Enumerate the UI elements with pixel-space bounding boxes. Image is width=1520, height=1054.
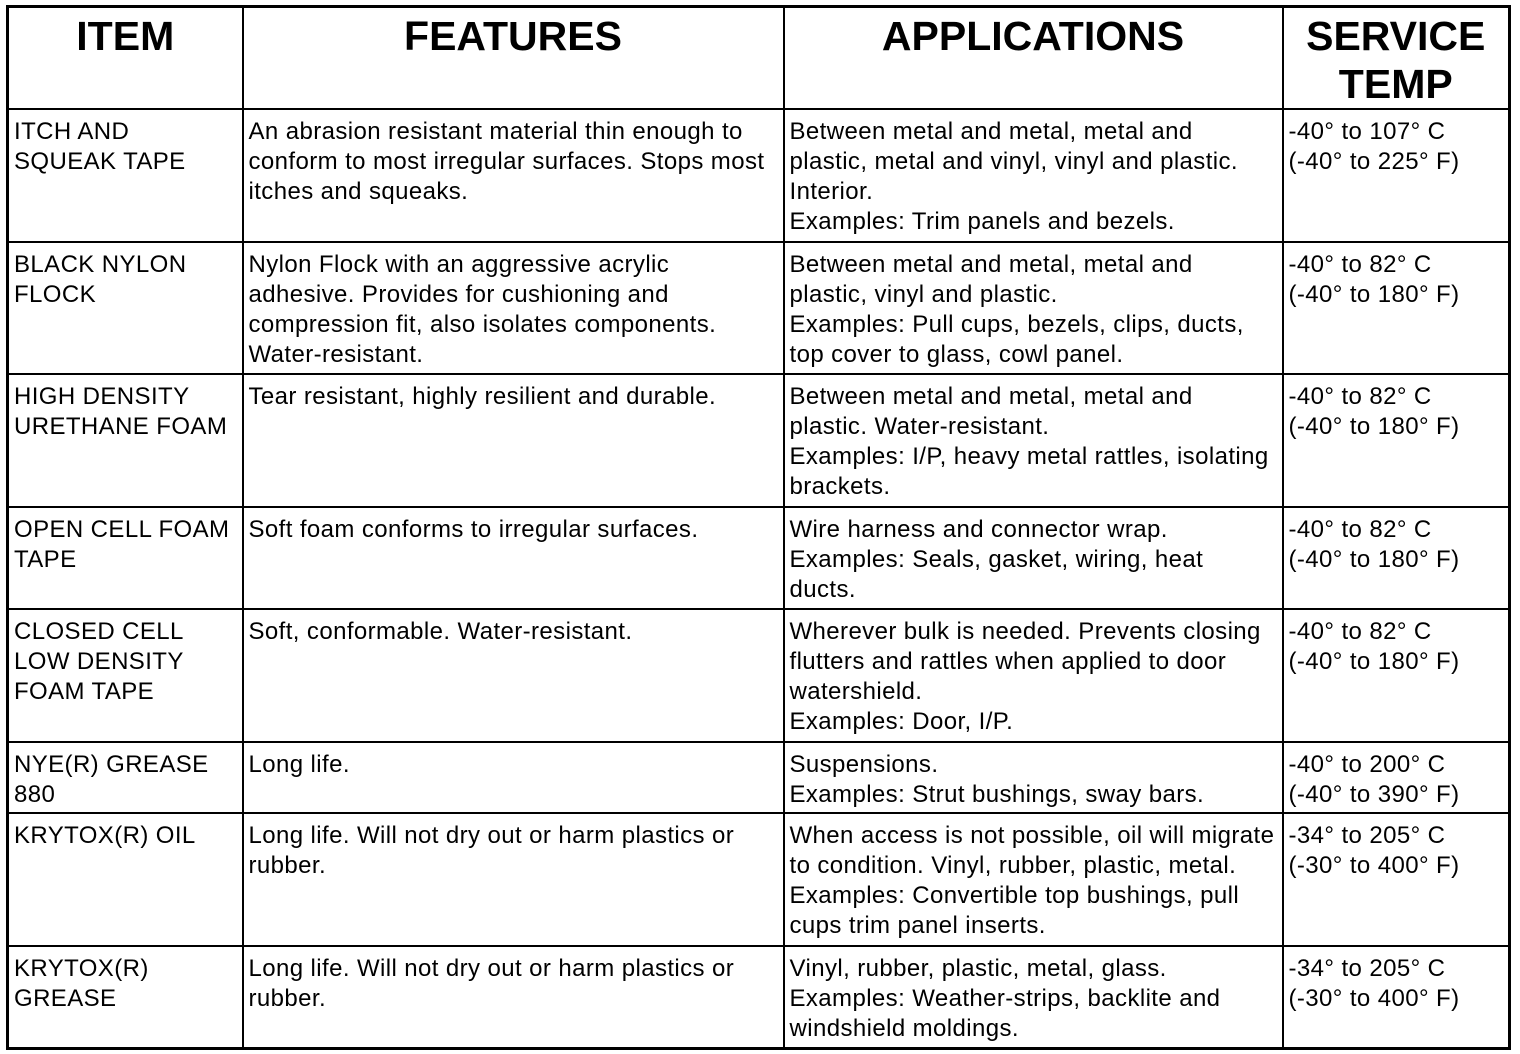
cell-line: compression fit, also isolates components.: [248, 311, 717, 338]
cell-applications: [784, 946, 1283, 1048]
cell-features: [243, 374, 784, 507]
table-row: [8, 507, 1510, 609]
header-line: SERVICE: [1306, 13, 1486, 59]
cell-service-temp: [1283, 109, 1510, 242]
cell-line: Soft, conformable. Water-resistant.: [248, 618, 633, 645]
cell-service-temp: [1283, 742, 1510, 813]
cell-line: Examples: Door, I/P.: [789, 708, 1014, 735]
cell-line: OPEN CELL FOAM: [14, 516, 230, 543]
cell-line: rubber.: [248, 985, 327, 1012]
cell-line: (-40° to 180° F): [1288, 281, 1460, 308]
cell-service-temp: [1283, 507, 1510, 609]
cell-line: windshield moldings.: [789, 1015, 1019, 1042]
cell-line: Examples: Convertible top bushings, pull: [789, 882, 1240, 909]
cell-line: plastic, vinyl and plastic.: [789, 281, 1058, 308]
table-row: [8, 374, 1510, 507]
cell-line: (-40° to 180° F): [1288, 413, 1460, 440]
cell-line: -40° to 107° C: [1288, 118, 1446, 145]
cell-features: [243, 109, 784, 242]
cell-line: Long life. Will not dry out or harm plastics or: [248, 822, 735, 849]
header-line: APPLICATIONS: [881, 13, 1185, 59]
cell-line: Examples: Strut bushings, sway bars.: [789, 781, 1205, 808]
cell-line: adhesive. Provides for cushioning and: [248, 281, 669, 308]
cell-line: ducts.: [789, 576, 856, 603]
cell-line: -40° to 82° C: [1288, 516, 1432, 543]
table-row: [8, 242, 1510, 374]
cell-item: [8, 109, 243, 242]
cell-line: (-40° to 180° F): [1288, 546, 1460, 573]
cell-line: FOAM TAPE: [14, 678, 155, 705]
cell-line: (-40° to 225° F): [1288, 148, 1460, 175]
header-service-temp: [1283, 7, 1510, 110]
cell-service-temp: [1283, 813, 1510, 946]
cell-line: URETHANE FOAM: [14, 413, 228, 440]
cell-item: [8, 242, 243, 374]
cell-line: Examples: Trim panels and bezels.: [789, 208, 1175, 235]
header-item: [8, 7, 243, 110]
header-features: [243, 7, 784, 110]
cell-line: Examples: I/P, heavy metal rattles, isolating: [789, 443, 1269, 470]
cell-item: [8, 946, 243, 1048]
cell-service-temp: [1283, 242, 1510, 374]
cell-line: Examples: Pull cups, bezels, clips, ducts,: [789, 311, 1244, 338]
cell-item: [8, 609, 243, 742]
cell-line: CLOSED CELL: [14, 618, 184, 645]
table-row: [8, 609, 1510, 742]
cell-line: Tear resistant, highly resilient and durable.: [248, 383, 717, 410]
cell-line: Soft foam conforms to irregular surfaces.: [248, 516, 699, 543]
table-row: [8, 813, 1510, 946]
cell-line: (-30° to 400° F): [1288, 985, 1460, 1012]
cell-line: rubber.: [248, 852, 327, 879]
cell-line: LOW DENSITY: [14, 648, 184, 675]
cell-line: GREASE: [14, 985, 117, 1012]
cell-line: HIGH DENSITY: [14, 383, 190, 410]
table-body: [8, 109, 1510, 1048]
cell-line: conform to most irregular surfaces. Stops most: [248, 148, 765, 175]
cell-features: [243, 742, 784, 813]
cell-line: brackets.: [789, 473, 891, 500]
cell-item: [8, 742, 243, 813]
cell-line: (-40° to 390° F): [1288, 781, 1460, 808]
cell-line: (-40° to 180° F): [1288, 648, 1460, 675]
cell-line: ITCH AND: [14, 118, 130, 145]
cell-line: Long life.: [248, 751, 350, 778]
header-applications: [784, 7, 1283, 110]
table-row: [8, 946, 1510, 1048]
cell-line: An abrasion resistant material thin enough to: [248, 118, 743, 145]
cell-line: Between metal and metal, metal and: [789, 383, 1193, 410]
cell-line: -34° to 205° C: [1288, 822, 1446, 849]
header-line: TEMP: [1338, 61, 1453, 107]
cell-line: plastic, metal and vinyl, vinyl and plastic.: [789, 148, 1238, 175]
cell-line: Between metal and metal, metal and: [789, 118, 1193, 145]
cell-features: [243, 813, 784, 946]
cell-line: When access is not possible, oil will migrate: [789, 822, 1275, 849]
cell-line: KRYTOX(R) OIL: [14, 822, 196, 849]
cell-service-temp: [1283, 946, 1510, 1048]
cell-line: BLACK NYLON: [14, 251, 187, 278]
cell-service-temp: [1283, 374, 1510, 507]
cell-service-temp: [1283, 609, 1510, 742]
cell-line: TAPE: [14, 546, 77, 573]
cell-line: to condition. Vinyl, rubber, plastic, metal.: [789, 852, 1237, 879]
cell-item: [8, 507, 243, 609]
cell-line: flutters and rattles when applied to door: [789, 648, 1227, 675]
cell-line: top cover to glass, cowl panel.: [789, 341, 1124, 368]
cell-line: Nylon Flock with an aggressive acrylic: [248, 251, 670, 278]
cell-applications: [784, 374, 1283, 507]
cell-applications: [784, 813, 1283, 946]
cell-applications: [784, 742, 1283, 813]
cell-line: Suspensions.: [789, 751, 939, 778]
cell-item: [8, 813, 243, 946]
cell-line: plastic. Water-resistant.: [789, 413, 1050, 440]
cell-features: [243, 242, 784, 374]
cell-line: NYE(R) GREASE: [14, 751, 209, 778]
cell-line: KRYTOX(R): [14, 955, 149, 982]
table-row: [8, 109, 1510, 242]
cell-line: SQUEAK TAPE: [14, 148, 186, 175]
cell-line: watershield.: [789, 678, 923, 705]
header-line: ITEM: [76, 13, 175, 59]
table-header: [8, 7, 1510, 110]
cell-applications: [784, 609, 1283, 742]
cell-line: Wherever bulk is needed. Prevents closing: [789, 618, 1261, 645]
cell-line: itches and squeaks.: [248, 178, 469, 205]
cell-line: Water-resistant.: [248, 341, 424, 368]
cell-line: Vinyl, rubber, plastic, metal, glass.: [789, 955, 1167, 982]
cell-applications: [784, 507, 1283, 609]
materials-table: [6, 5, 1511, 1050]
cell-line: -40° to 82° C: [1288, 383, 1432, 410]
cell-line: -40° to 82° C: [1288, 618, 1432, 645]
cell-line: cups trim panel inserts.: [789, 912, 1046, 939]
cell-line: Long life. Will not dry out or harm plastics or: [248, 955, 735, 982]
cell-line: 880: [14, 781, 56, 808]
cell-applications: [784, 109, 1283, 242]
cell-line: -40° to 200° C: [1288, 751, 1446, 778]
cell-line: Examples: Seals, gasket, wiring, heat: [789, 546, 1204, 573]
cell-line: Interior.: [789, 178, 874, 205]
cell-line: Between metal and metal, metal and: [789, 251, 1193, 278]
cell-line: Wire harness and connector wrap.: [789, 516, 1168, 543]
cell-item: [8, 374, 243, 507]
cell-line: -40° to 82° C: [1288, 251, 1432, 278]
cell-features: [243, 507, 784, 609]
cell-line: Examples: Weather-strips, backlite and: [789, 985, 1221, 1012]
header-line: FEATURES: [404, 13, 622, 59]
cell-line: (-30° to 400° F): [1288, 852, 1460, 879]
cell-line: FLOCK: [14, 281, 97, 308]
table-row: [8, 742, 1510, 813]
cell-applications: [784, 242, 1283, 374]
table-header-row: [8, 7, 1510, 110]
cell-features: [243, 609, 784, 742]
cell-features: [243, 946, 784, 1048]
cell-line: -34° to 205° C: [1288, 955, 1446, 982]
